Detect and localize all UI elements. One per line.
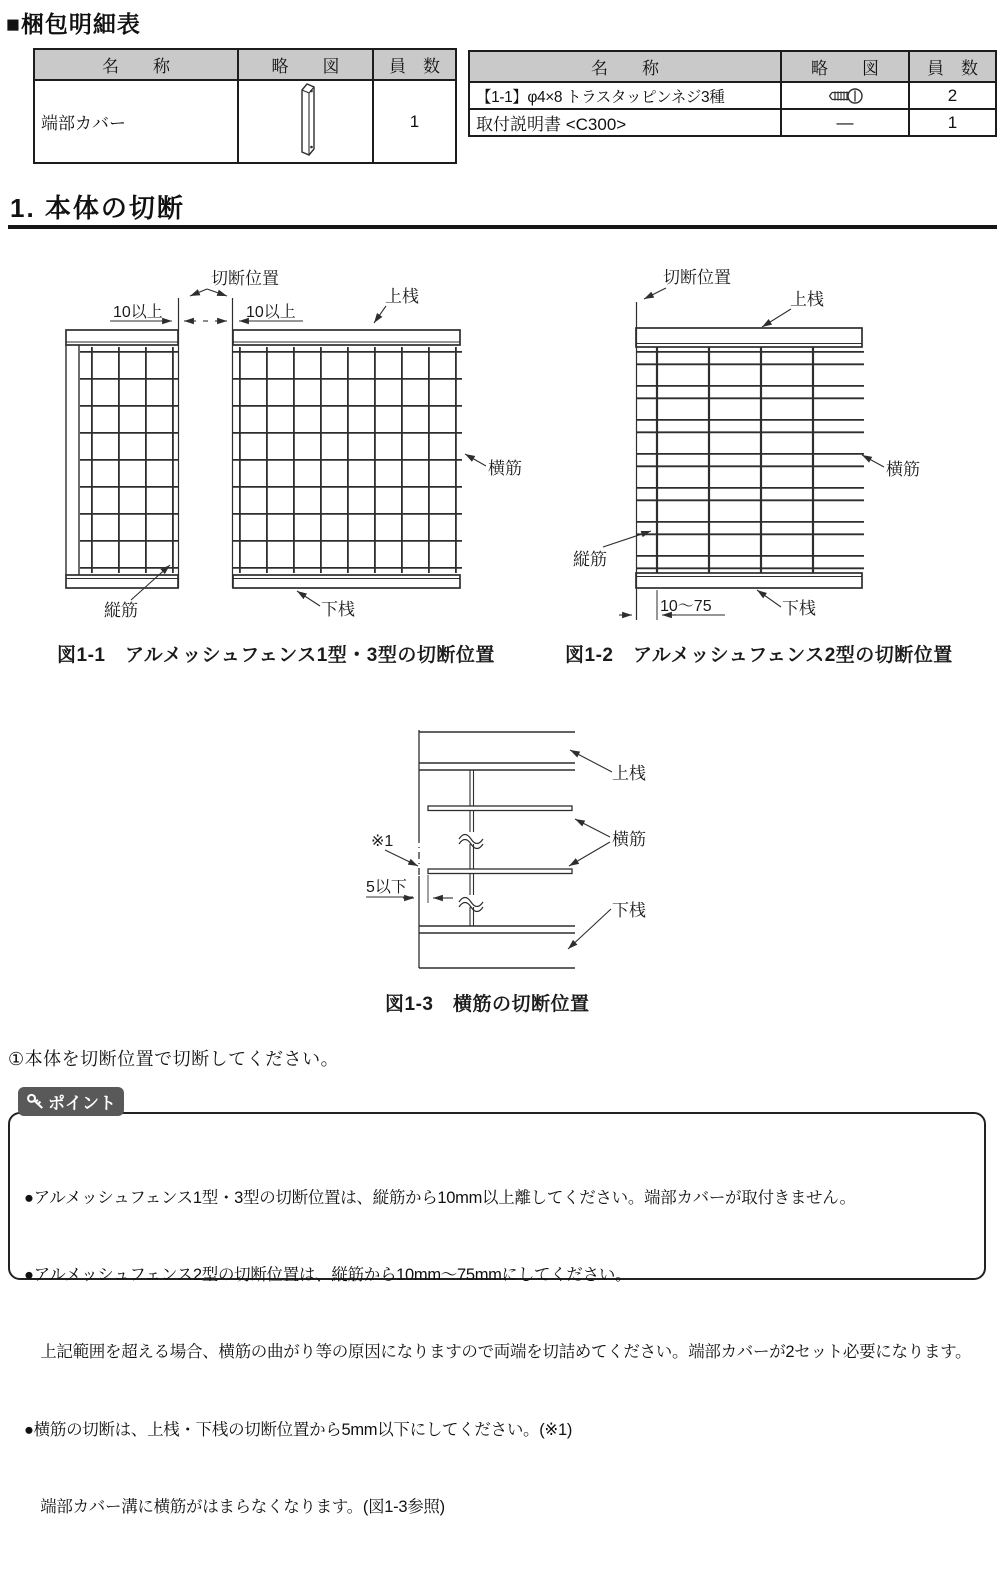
fig2-label-cut-position: 切断位置 [663,268,731,287]
figure-1-3-diagram [350,720,660,1020]
fig2-label-bottom-rail: 下桟 [782,599,816,618]
fig1-dim-right: 10以上 [246,304,296,321]
fig3-note-ref: ※1 [371,833,394,850]
end-cover-sketch-icon [288,142,324,161]
no-sketch-dash: — [781,109,909,136]
fig3-label-horizontal-bar: 横筋 [612,830,646,849]
packing-table-right [468,50,997,137]
horizontal-bar-2 [428,869,572,874]
part-name: 【1-1】φ4×8 トラスタッピンネジ3種 [469,82,781,109]
top-rail [419,732,575,770]
bottom-rail [66,575,460,588]
fig1-label-horizontal-bar: 横筋 [488,459,522,478]
part-qty: 1 [373,80,456,163]
mesh-horizontal-wires [636,347,864,573]
mesh-grid-right [233,347,462,573]
fig2-dim-value: 10〜75 [660,598,712,615]
fig1-caption: 図1-1 アルメッシュフェンス1型・3型の切断位置 [57,645,495,666]
part-sketch-cell [238,80,373,163]
part-name: 端部カバー [34,80,238,163]
point-bullet: 上記範囲を超える場合、横筋の曲がり等の原因になりますので両端を切詰めてください。端部カバーが2セット必要になります。 [24,1343,972,1362]
section-title-underline [8,225,997,229]
table-row [469,82,996,109]
table-header-row [469,51,996,82]
fig3-dim-value: 5以下 [366,879,407,896]
part-qty: 1 [909,109,996,136]
fig3-caption: 図1-3 横筋の切断位置 [385,994,590,1015]
mesh-grid-left [80,347,178,573]
point-bullet: ●横筋の切断は、上桟・下桟の切断位置から5mm以下にしてください。(※1) [24,1420,573,1439]
part-qty: 2 [909,82,996,109]
table-row [469,109,996,136]
fig2-caption: 図1-2 アルメッシュフェンス2型の切断位置 [565,645,953,666]
part-sketch-cell [781,82,909,109]
fig1-label-bottom-rail: 下桟 [321,600,355,619]
fig1-label-vertical-bar: 縦筋 [104,601,138,620]
panel-end-edge [66,345,79,575]
table-row [34,80,456,163]
col-header-qty: 員 数 [373,49,456,80]
fig3-label-top-rail: 上桟 [612,764,646,783]
col-header-qty: 員 数 [909,51,996,82]
bottom-rail [419,926,575,968]
point-bullet: ●アルメッシュフェンス1型・3型の切断位置は、縦筋から10mm以上離してください。端部カバーが取付きません。 [24,1188,856,1207]
fig1-dim-left: 10以上 [113,304,163,321]
point-bullet: ●アルメッシュフェンス2型の切断位置は、縦筋から10mm〜75mmにしてください。 [24,1265,632,1284]
fig3-caption-area [350,985,660,1020]
point-bullet: 端部カバー溝に横筋がはまらなくなります。(図1-3参照) [24,1498,445,1517]
figure-1-1-diagram [30,255,530,670]
fig1-label-top-rail: 上桟 [385,287,419,306]
figure-1-2-diagram [540,255,1000,670]
packing-list-title: ■梱包明細表 [6,11,141,37]
fig2-label-top-rail: 上桟 [790,290,824,309]
fig2-label-horizontal-bar: 横筋 [886,460,920,479]
table-header-row [34,49,456,80]
part-name: 取付説明書 <C300> [469,109,781,136]
col-header-name: 名 称 [469,51,781,82]
top-rail [66,330,460,345]
fig1-label-cut-position: 切断位置 [211,269,279,288]
col-header-sketch: 略 図 [238,49,373,80]
point-badge-label: ポイント [48,1094,116,1113]
step-1-note: ①本体を切断位置で切断してください。 [8,1049,340,1069]
point-badge [18,1087,124,1116]
packing-table-left [33,48,457,164]
screw-icon [826,86,864,105]
point-bullet-list [24,1134,984,1573]
horizontal-bar-1 [428,806,572,811]
section-title: 1. 本体の切断 [10,193,185,223]
cut-lines [179,298,233,588]
key-icon [26,1092,45,1111]
col-header-name: 名 称 [34,49,238,80]
col-header-sketch: 略 図 [781,51,909,82]
fig3-label-bottom-rail: 下桟 [612,901,646,920]
top-rail [636,328,862,347]
bottom-rail [636,573,862,588]
fig2-label-vertical-bar: 縦筋 [573,550,607,569]
